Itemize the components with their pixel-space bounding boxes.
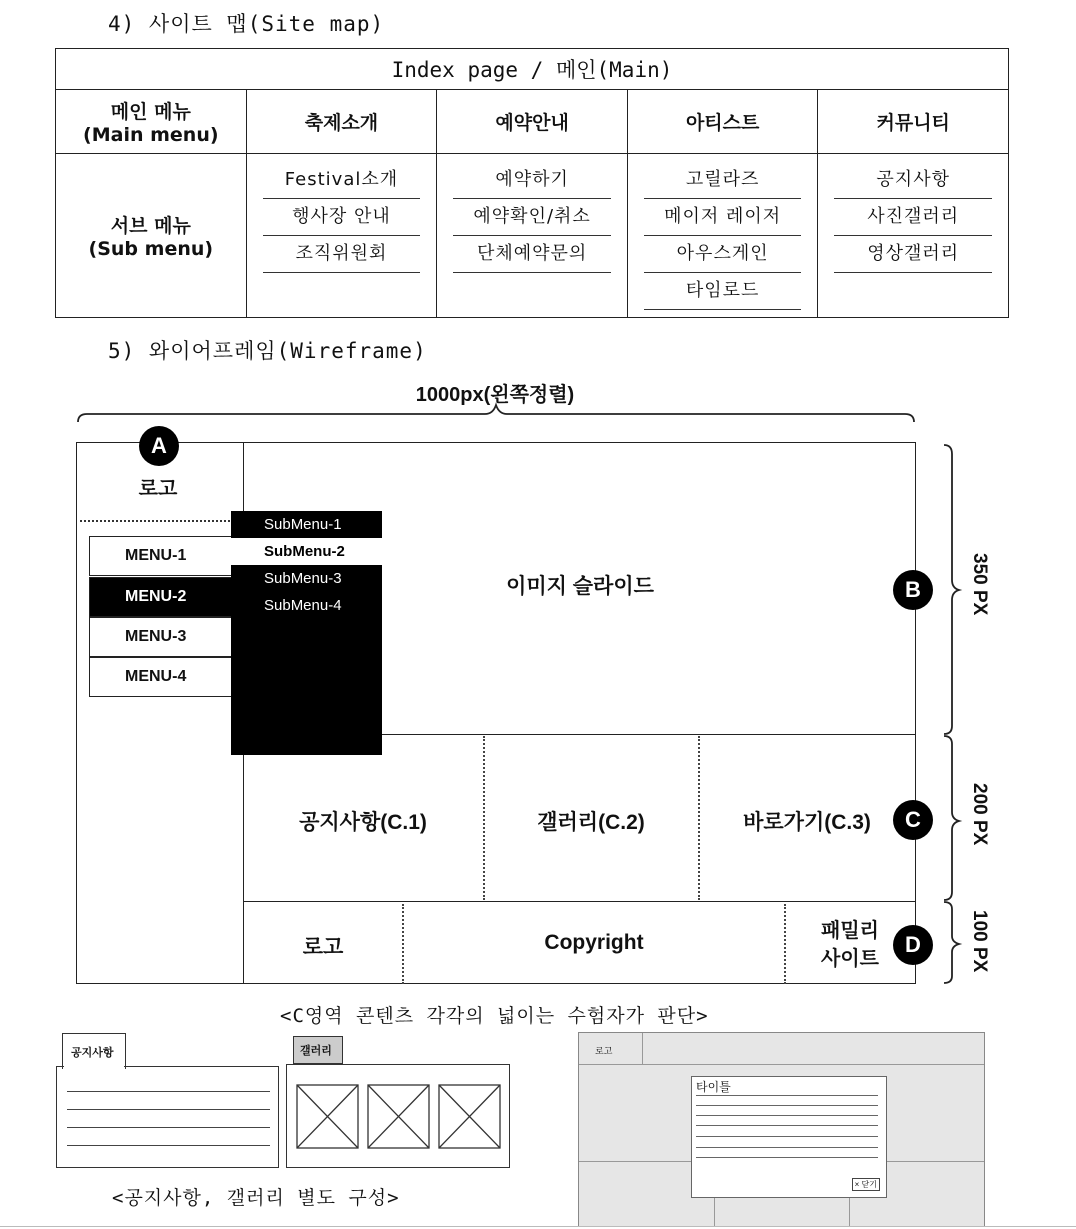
c3-shortcut-label: 바로가기(C.3) — [743, 811, 871, 834]
submenu-item: 메이저 레이저 — [644, 199, 802, 236]
image-slide-label: 이미지 슬라이드 — [506, 575, 654, 598]
submenu-column — [818, 154, 1009, 318]
column-title: 아티스트 — [627, 90, 818, 154]
notice-tab[interactable]: 공지사항 — [62, 1033, 126, 1069]
gallery-tab[interactable]: 갤러리 — [293, 1036, 343, 1064]
logo-divider — [80, 520, 230, 522]
menu-item-1[interactable]: MENU-1 — [89, 536, 232, 576]
submenu-item: 공지사항 — [834, 162, 992, 199]
height-d-label: 100 PX — [969, 910, 990, 973]
sub-menu-label-ko: 서브 메뉴 — [110, 215, 191, 237]
popup-title: 타이틀 — [696, 1080, 731, 1094]
main-menu-label — [56, 90, 247, 154]
submenu-item: 아우스게인 — [644, 236, 802, 273]
section-5-title: 5) 와이어프레임(Wireframe) — [108, 339, 427, 363]
submenu-column — [437, 154, 628, 318]
popup-header-divider — [642, 1033, 643, 1064]
tab-join — [64, 1064, 124, 1068]
footer-top-line — [243, 901, 916, 902]
submenu-item: 사진갤러리 — [834, 199, 992, 236]
footer-logo-label: 로고 — [302, 936, 344, 959]
copyright-label: Copyright — [544, 931, 644, 954]
notice-line — [67, 1145, 270, 1146]
width-brace — [75, 402, 917, 432]
submenu-item-2[interactable]: SubMenu-2 — [231, 538, 382, 565]
submenu-item: 행사장 안내 — [263, 199, 421, 236]
submenu-item: 예약하기 — [453, 162, 611, 199]
menu-item-4[interactable]: MENU-4 — [89, 657, 232, 697]
submenu-item-1[interactable]: SubMenu-1 — [264, 516, 342, 533]
menu-item-2[interactable]: MENU-2 — [89, 577, 232, 617]
sitemap-table — [55, 48, 1009, 318]
page-bottom-rule — [0, 1226, 1076, 1227]
c-area-note: <C영역 콘텐츠 각각의 넓이는 수험자가 판단> — [280, 1005, 709, 1027]
column-title: 축제소개 — [246, 90, 437, 154]
height-c-label: 200 PX — [969, 783, 990, 846]
height-b-label: 350 PX — [969, 553, 990, 616]
submenu-item: 고릴라즈 — [644, 162, 802, 199]
family-site-label — [805, 917, 895, 973]
menu-item-3[interactable]: MENU-3 — [89, 617, 232, 657]
notice-line — [67, 1109, 270, 1110]
popup-close-button[interactable]: × 닫기 — [852, 1178, 880, 1191]
d-divider-2 — [784, 904, 786, 984]
popup-line — [696, 1147, 878, 1148]
column-title: 예약안내 — [437, 90, 628, 154]
family-site-line-1: 패밀리 — [821, 920, 879, 942]
width-label: 1000px(왼쪽정렬) — [415, 384, 575, 406]
submenu-item: 예약확인/취소 — [453, 199, 611, 236]
submenu-item: 영상갤러리 — [834, 236, 992, 273]
gallery-thumbnails — [287, 1065, 509, 1165]
notice-line — [67, 1091, 270, 1092]
c2-gallery-label: 갤러리(C.2) — [537, 811, 645, 834]
notice-panel — [56, 1066, 279, 1168]
popup-line — [696, 1095, 878, 1096]
sidebar-logo: 로고 — [138, 478, 178, 500]
popup-line — [696, 1136, 878, 1137]
popup-footer-divider — [849, 1198, 850, 1226]
popup-logo: 로고 — [595, 1046, 613, 1056]
submenu-item: 단체예약문의 — [453, 236, 611, 273]
marker-d: D — [893, 925, 933, 965]
index-page-title: Index page / 메인(Main) — [56, 49, 1009, 90]
submenu-column — [627, 154, 818, 318]
main-menu-label-en: (Main menu) — [83, 124, 219, 146]
popup-line — [696, 1157, 878, 1158]
submenu-item: 타임로드 — [644, 273, 802, 310]
popup-line — [696, 1105, 878, 1106]
marker-a: A — [139, 426, 179, 466]
marker-c: C — [893, 800, 933, 840]
submenu-item-4[interactable]: SubMenu-4 — [264, 597, 342, 614]
sub-menu-label-en: (Sub menu) — [88, 238, 214, 260]
marker-b: B — [893, 570, 933, 610]
notice-line — [67, 1127, 270, 1128]
submenu-item: 조직위원회 — [263, 236, 421, 273]
gallery-panel — [286, 1064, 510, 1168]
submenu-item: Festival소개 — [263, 162, 421, 199]
popup-footer-divider — [714, 1198, 715, 1226]
main-menu-label-ko: 메인 메뉴 — [110, 101, 191, 123]
sub-menu-label — [56, 154, 247, 318]
submenu-item-3[interactable]: SubMenu-3 — [264, 570, 342, 587]
popup-header — [579, 1033, 984, 1065]
section-4-title: 4) 사이트 맵(Site map) — [108, 12, 385, 36]
submenu-panel — [231, 511, 382, 755]
popup-example — [578, 1032, 985, 1227]
wireframe-frame — [76, 442, 916, 984]
family-site-line-2: 사이트 — [821, 948, 879, 970]
popup-window — [691, 1076, 887, 1198]
examples-caption: <공지사항, 갤러리 별도 구성> — [112, 1187, 400, 1209]
column-title: 커뮤니티 — [818, 90, 1009, 154]
popup-line — [696, 1125, 878, 1126]
submenu-column — [246, 154, 437, 318]
height-braces — [940, 442, 970, 987]
c1-notice-label: 공지사항(C.1) — [299, 811, 427, 834]
popup-line — [696, 1115, 878, 1116]
